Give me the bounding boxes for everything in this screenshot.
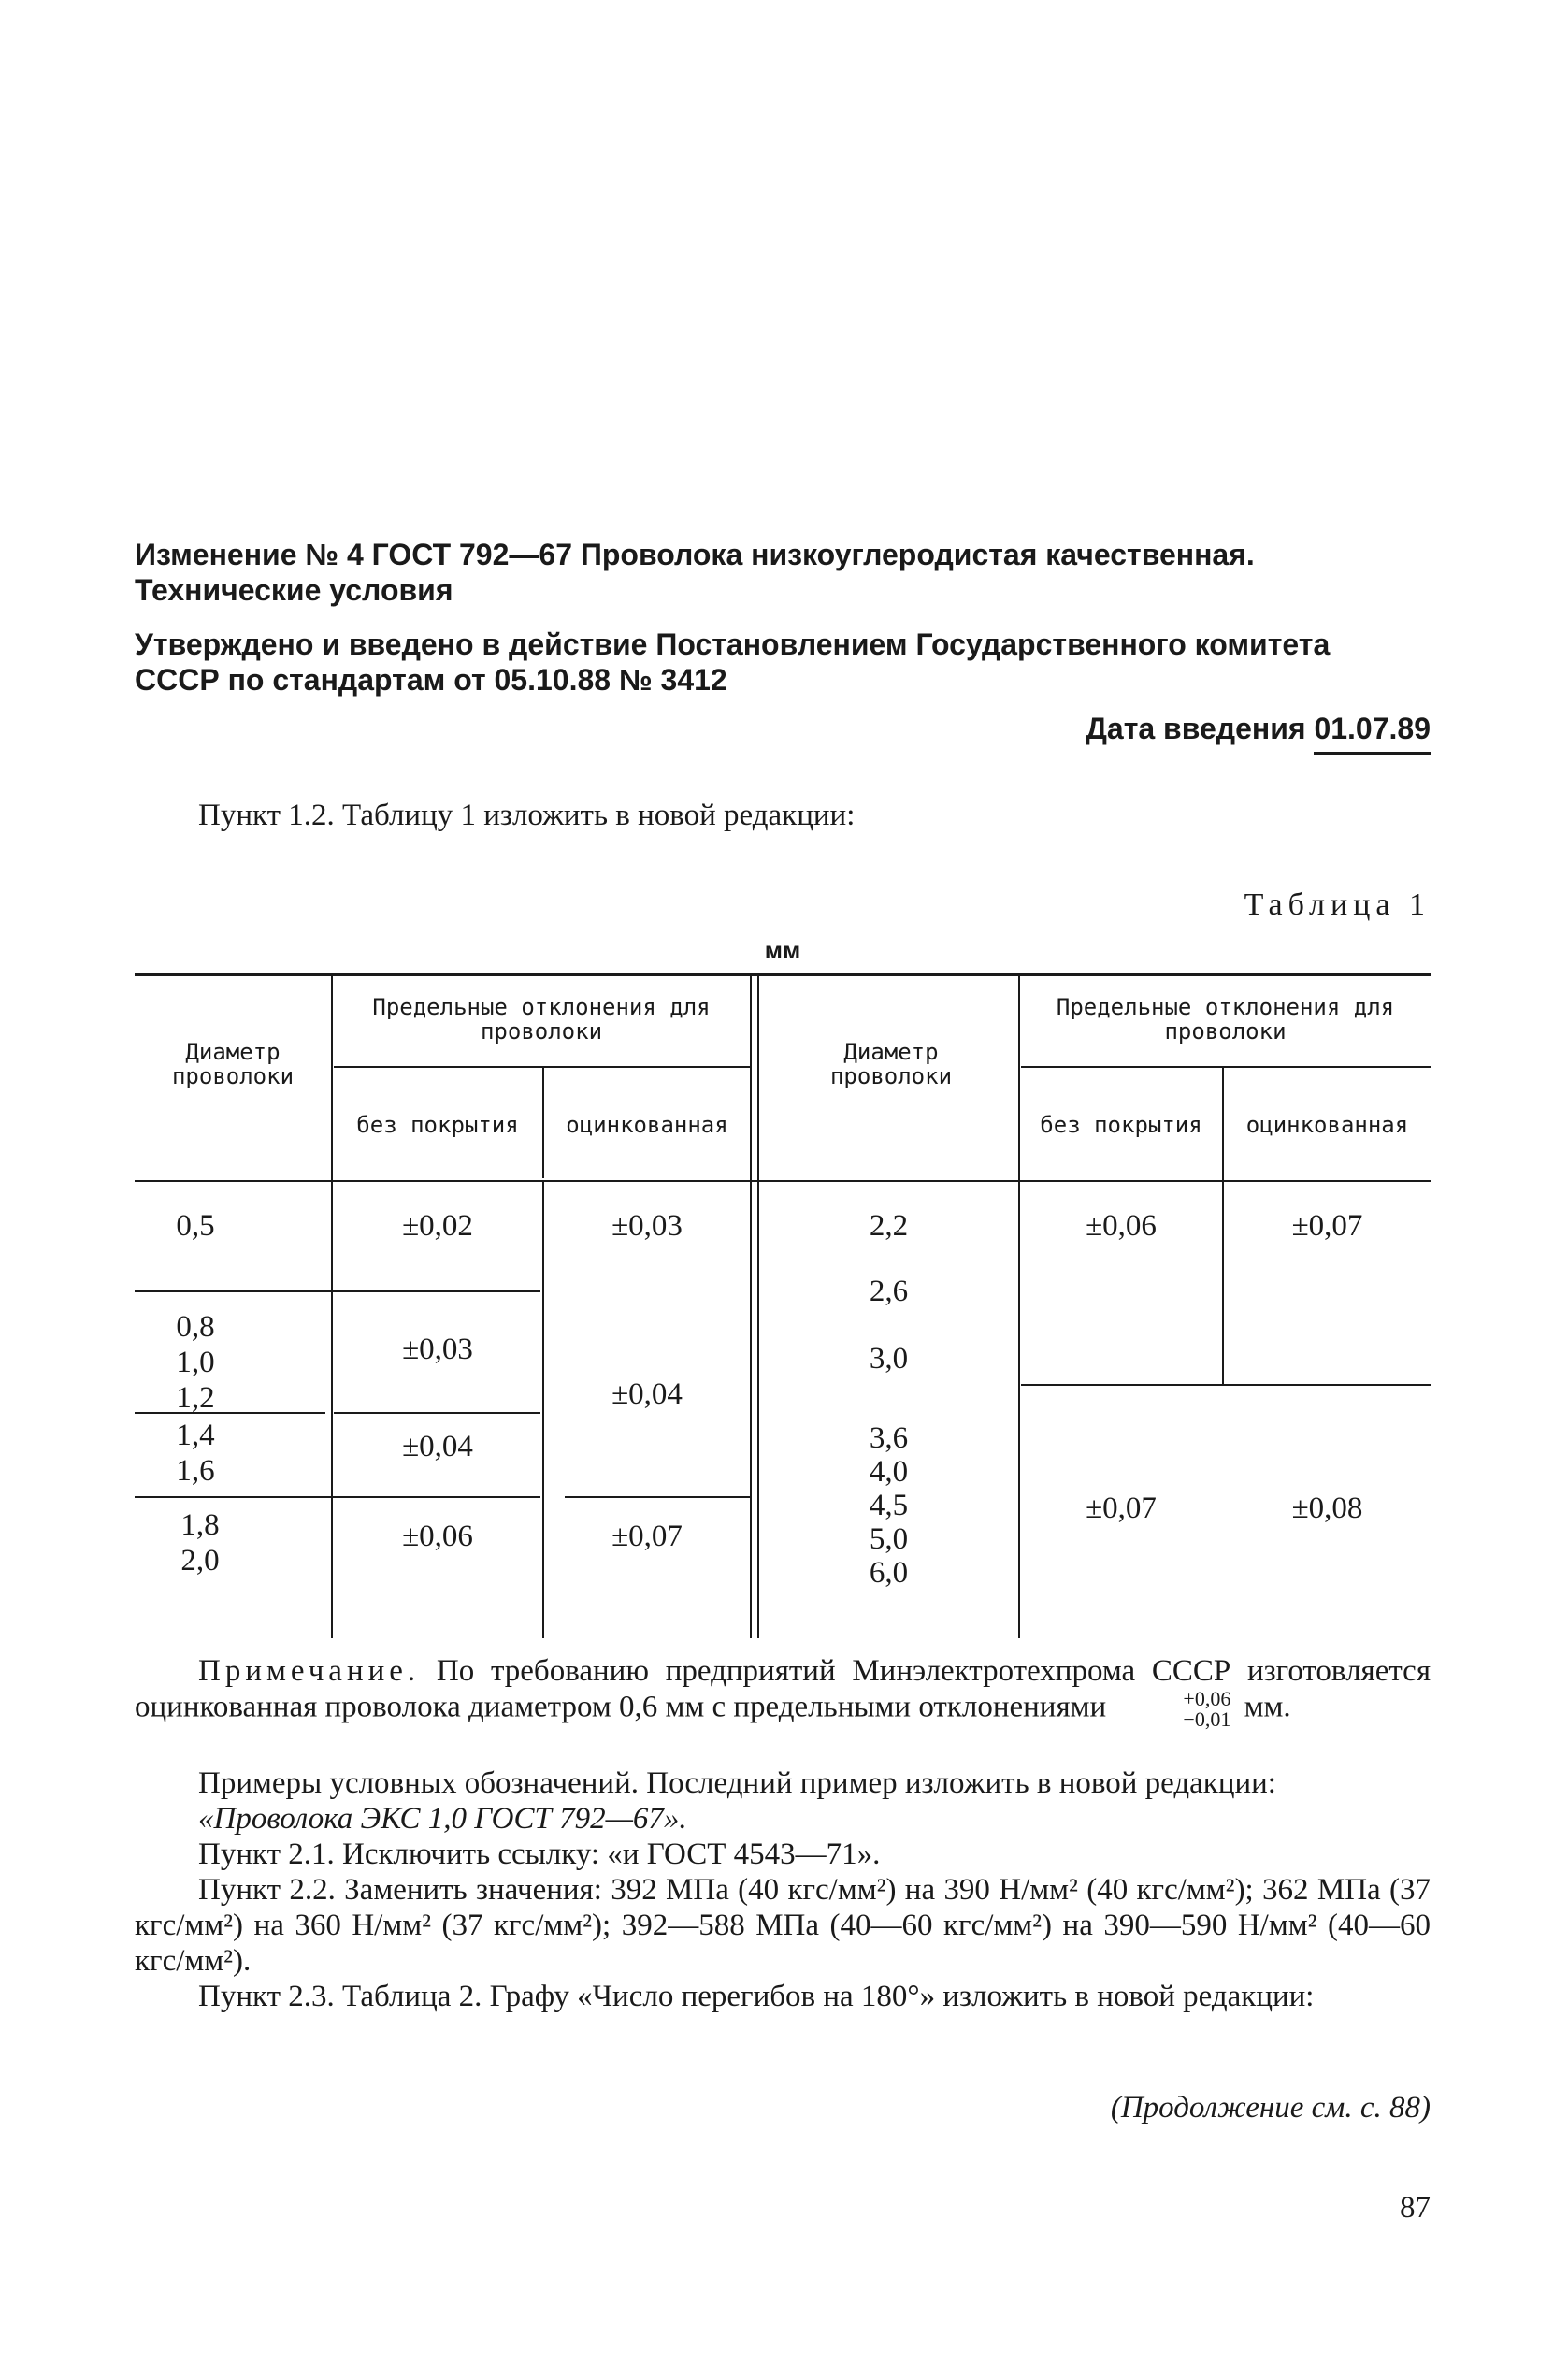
diameter-value: 3,6 (869, 1421, 909, 1455)
diameter-value: 1,0 (176, 1346, 215, 1379)
diameter-cell (135, 1507, 266, 1578)
header-deviations-right: Предельные отклонения для проволоки (1056, 994, 1395, 1045)
effective-date-value: 01.07.89 (1314, 711, 1431, 755)
document-title (135, 537, 1431, 608)
table-units: мм (764, 936, 801, 964)
diameter-value: 1,4 (176, 1419, 215, 1452)
approval-line-2: СССР по стандартам от 05.10.88 № 3412 (135, 663, 727, 697)
page-number: 87 (1400, 2191, 1431, 2225)
item-2-1: Пункт 2.1. Исключить ссылку: «и ГОСТ 4543—71». (198, 1837, 881, 1871)
col-rule-3a (750, 976, 752, 1638)
row-rule-1 (135, 1290, 540, 1292)
row-rule-2b (334, 1412, 540, 1414)
diameter-cell-right: 3,0 (869, 1342, 909, 1376)
continuation-note: (Продолжение см. с. 88) (1110, 2091, 1431, 2125)
diameter-cell (135, 1309, 256, 1416)
header-galvanized-left: оцинкованная (566, 1112, 728, 1138)
uncoated-deviation: ±0,02 (402, 1209, 473, 1243)
diameter-value: 2,0 (180, 1544, 220, 1578)
note-label: Примечание. (198, 1654, 421, 1688)
uncoated-deviation-right: ±0,07 (1086, 1491, 1157, 1525)
item-2-3: Пункт 2.3. Таблица 2. Графу «Число перегибов на 180°» изложить в новой редакции: (198, 1980, 1315, 2013)
diameter-value: 1,6 (176, 1454, 215, 1488)
effective-date-label: Дата введения (1086, 712, 1306, 745)
diameter-cell-right: 2,6 (869, 1275, 909, 1308)
note-text: По требованию предприятий Минэлектротехпрома СССР изготовляется оцинкованная проволока диаметром 0,6 мм с предельными отклонениями (135, 1654, 1431, 1724)
header-diameter: Диаметр проволоки (171, 1039, 295, 1089)
approval-statement (135, 627, 1431, 698)
row-rule-3 (135, 1496, 540, 1498)
effective-date (135, 711, 1431, 755)
uncoated-deviation: ±0,06 (402, 1520, 473, 1553)
row-rule-3c (565, 1496, 752, 1498)
approval-line-1: Утверждено и введено в действие Постановлением Государственного комитета (135, 627, 1331, 661)
diameter-value: 5,0 (869, 1522, 909, 1556)
diameter-value: 1,2 (176, 1381, 215, 1415)
header-diameter-right: Диаметр проволоки (829, 1039, 953, 1089)
title-line-2: Технические условия (135, 573, 453, 607)
col-rule-4 (1018, 976, 1020, 1638)
deviation-table (135, 973, 1431, 1640)
example-designation: «Проволока ЭКС 1,0 ГОСТ 792—67». (198, 1802, 687, 1836)
tolerance-fraction (1119, 1689, 1230, 1730)
header-galvanized-right: оцинкованная (1245, 1112, 1409, 1138)
header-uncoated-right: без покрытия (1040, 1112, 1202, 1138)
table-top-rule (135, 973, 1431, 976)
tolerance-lower: −0,01 (1183, 1707, 1231, 1731)
diameter-cell-right (759, 1421, 1018, 1590)
tolerance-upper: +0,06 (1183, 1687, 1231, 1710)
table-note (135, 1653, 1431, 1730)
note-unit: мм. (1244, 1690, 1291, 1724)
item-2-2: Пункт 2.2. Заменить значения: 392 МПа (40 кгс/мм²) на 390 Н/мм² (40 кгс/мм²); 362 МПа (37 кгс/мм²) на 360 Н/мм² (37 кгс/мм²); 392—588 МПа (40—60 кгс/мм²) на 390—590 Н/мм² (40—60 кгс/мм²). (135, 1873, 1431, 1978)
page-content (135, 537, 1431, 2256)
diameter-cell-right: 2,2 (869, 1209, 909, 1243)
note-paragraph (135, 1653, 1431, 1730)
diameter-value: 6,0 (869, 1556, 909, 1590)
diameter-value: 4,5 (869, 1489, 909, 1522)
row-rule-right (1021, 1384, 1431, 1386)
diameter-cell: 0,5 (176, 1209, 215, 1243)
galvanized-deviation-right: ±0,07 (1291, 1209, 1363, 1243)
diameter-value: 1,8 (180, 1508, 220, 1542)
galvanized-deviation: ±0,07 (611, 1520, 683, 1553)
header-sub-rule-right (1021, 1066, 1431, 1068)
examples-section (135, 1765, 1431, 2014)
item-1-2: Пункт 1.2. Таблицу 1 изложить в новой редакции: (198, 799, 856, 832)
diameter-cell (135, 1418, 256, 1489)
uncoated-deviation: ±0,04 (402, 1430, 473, 1463)
galvanized-deviation: ±0,03 (611, 1209, 683, 1243)
uncoated-deviation: ±0,03 (402, 1333, 473, 1366)
header-bottom-rule (135, 1180, 1431, 1182)
diameter-value: 0,8 (176, 1310, 215, 1344)
diameter-value: 4,0 (869, 1455, 909, 1489)
galvanized-deviation: ±0,04 (611, 1377, 683, 1411)
examples-intro: Примеры условных обозначений. Последний пример изложить в новой редакции: (198, 1766, 1276, 1800)
header-deviations-left: Предельные отклонения для проволоки (372, 994, 711, 1045)
uncoated-deviation-right: ±0,06 (1086, 1209, 1157, 1243)
title-line-1: Изменение № 4 ГОСТ 792—67 Проволока низкоуглеродистая качественная. (135, 538, 1255, 571)
galvanized-deviation-right: ±0,08 (1291, 1491, 1363, 1525)
header-uncoated-left: без покрытия (356, 1112, 519, 1138)
table-caption: Таблица 1 (1244, 887, 1431, 922)
